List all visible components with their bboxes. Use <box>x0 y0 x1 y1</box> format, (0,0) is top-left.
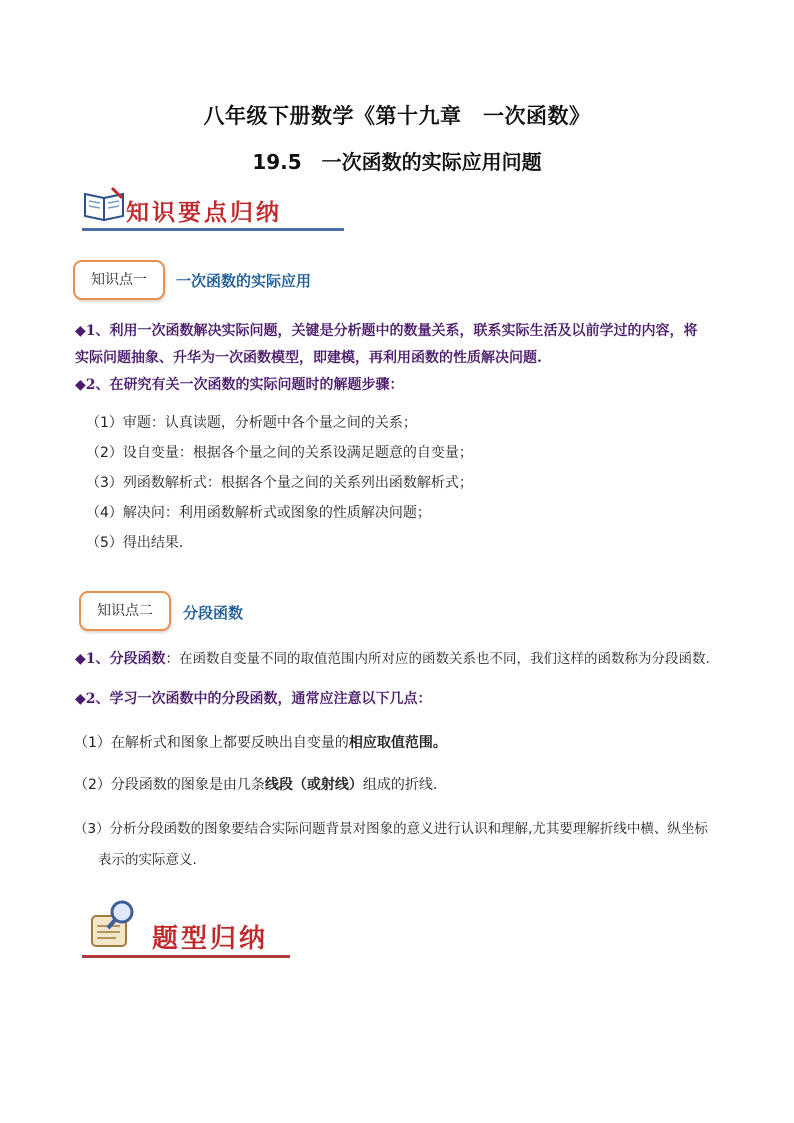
list-item-emphasis: 相应取值范围。 <box>348 735 447 751</box>
list-item: （5）得出结果. <box>86 535 184 551</box>
list-item-text: （1）在解析式和图象上都要反映出自变量的 <box>74 735 349 751</box>
paragraph: ◆2、学习一次函数中的分段函数，通常应注意以下几点： <box>75 691 432 707</box>
definition-term: ◆1、分段函数 <box>75 651 166 667</box>
list-item: （3）列函数解析式：根据各个量之间的关系列出函数解析式； <box>86 475 473 491</box>
list-item-emphasis: 线段（或射线） <box>264 777 363 793</box>
book-pen-icon <box>82 184 128 228</box>
paragraph <box>75 318 735 399</box>
paragraph-line: ◆2、在研究有关一次函数的实际问题时的解题步骤： <box>75 377 404 393</box>
kp-label-text: 知识点二 <box>97 603 153 619</box>
document-subtitle: 19.5 一次函数的实际应用问题 <box>252 150 542 174</box>
list-item: （2）设自变量：根据各个量之间的关系设满足题意的自变量； <box>86 445 473 461</box>
list-item-line: 表示的实际意义. <box>98 852 197 868</box>
banner-underline <box>82 955 290 958</box>
banner-underline <box>82 228 344 231</box>
knowledge-point-title: 一次函数的实际应用 <box>176 272 312 290</box>
section-banner-knowledge <box>82 182 344 236</box>
definition-text: ：在函数自变量不同的取值范围内所对应的函数关系也不同，我们这样的函数称为分段函数. <box>165 651 710 667</box>
knowledge-point-title: 分段函数 <box>183 604 244 622</box>
paragraph-line: ◆1、利用一次函数解决实际问题，关键是分析题中的数量关系，联系实际生活及以前学过的内容，将 <box>75 323 698 339</box>
list-item <box>74 772 437 799</box>
magnifier-notepad-icon <box>86 898 142 958</box>
list-item: （4）解决问：利用函数解析式或图象的性质解决问题； <box>86 505 431 521</box>
section-banner-text: 知识要点归纳 <box>126 199 282 226</box>
list-item: （1）审题：认真读题，分析题中各个量之间的关系； <box>86 415 417 431</box>
step-list <box>86 408 473 558</box>
list-item <box>74 730 447 757</box>
section-banner-question-types <box>82 898 292 962</box>
definition <box>75 646 755 673</box>
section-banner-text: 题型归纳 <box>152 924 269 954</box>
list-item <box>74 814 764 876</box>
list-item-line: （3）分析分段函数的图象要结合实际问题背景对图象的意义进行认识和理解,尤其要理解折线中横、纵坐标 <box>74 821 708 837</box>
list-item-text: （2）分段函数的图象是由几条 <box>74 777 265 793</box>
knowledge-point-label <box>79 591 171 631</box>
knowledge-point-label <box>73 260 165 300</box>
kp-label-text: 知识点一 <box>91 272 147 288</box>
paragraph-line: 实际问题抽象、升华为一次函数模型，即建模，再利用函数的性质解决问题. <box>75 350 542 366</box>
list-item-text: 组成的折线. <box>362 777 438 793</box>
document-title: 八年级下册数学《第十九章 一次函数》 <box>203 104 591 128</box>
